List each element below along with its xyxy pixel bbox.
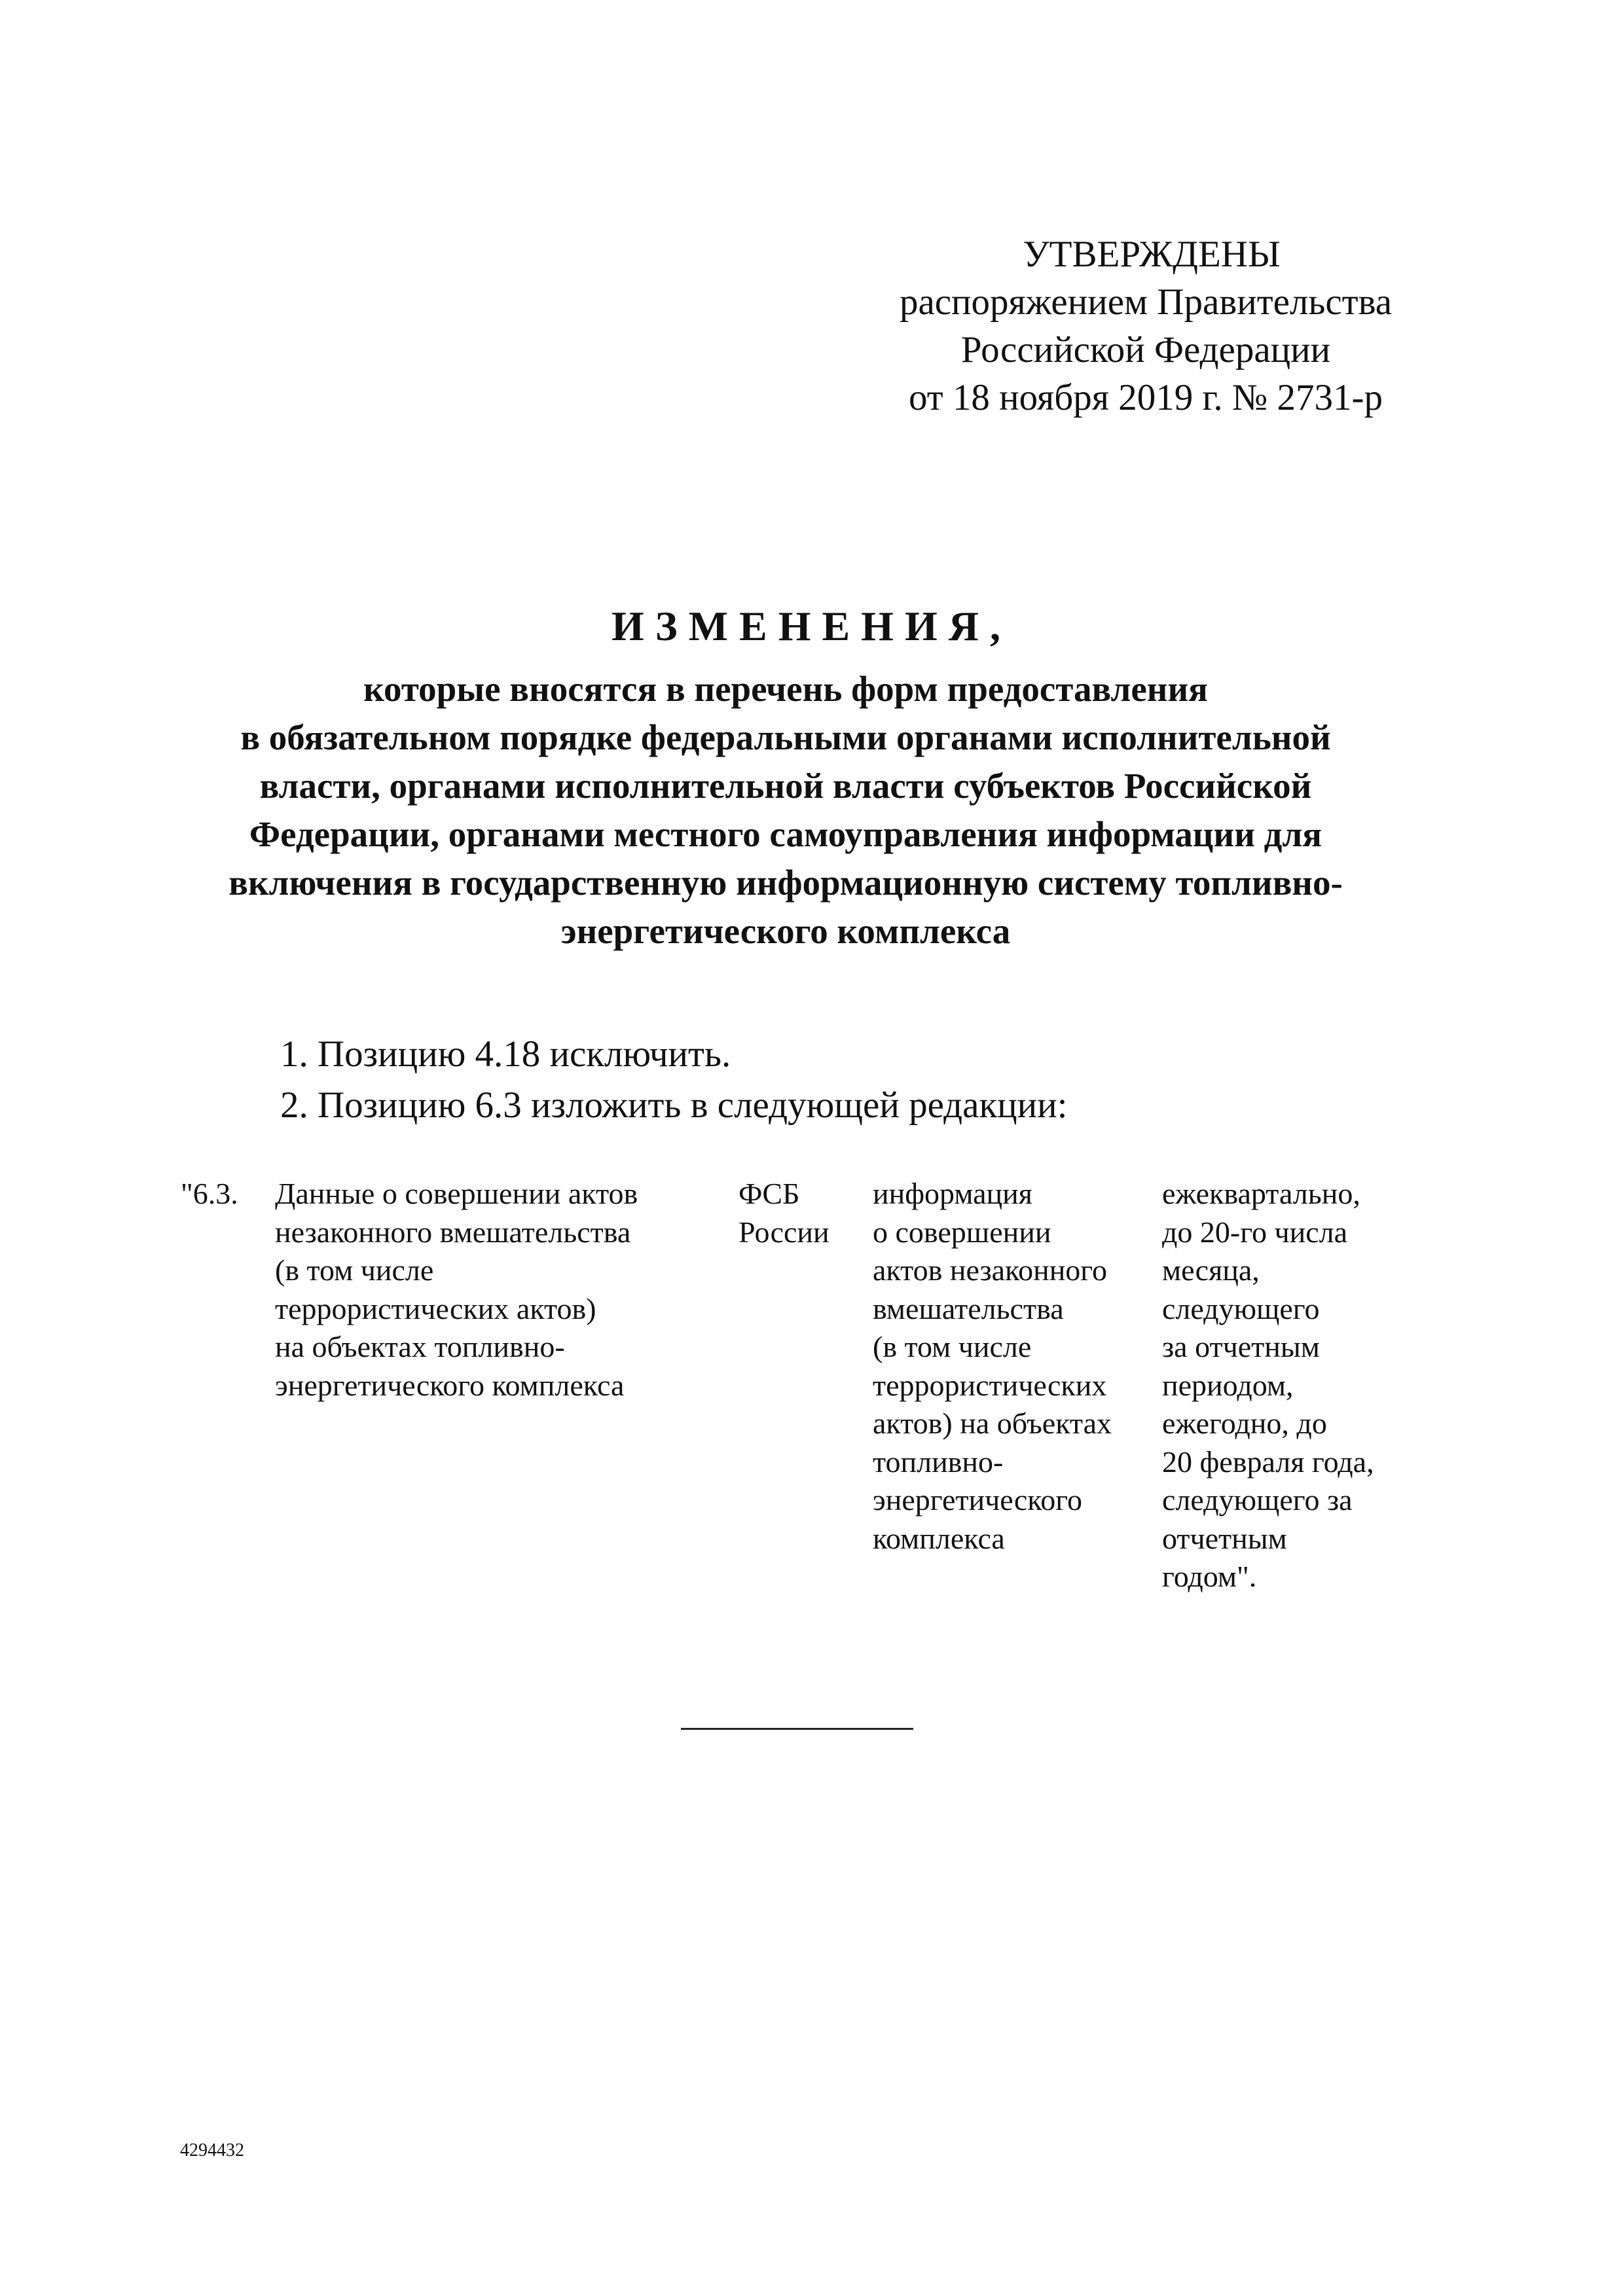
amendment-list: [280, 1029, 1067, 1131]
document-number: 4294432: [180, 2140, 244, 2161]
submission-periodicity: ежеквартально, до 20-го числа месяца, следующего за отчетным периодом, ежегодно, до 20 февраля года, следующего за отчетным годом".: [1162, 1177, 1374, 1593]
document-subtitle: [151, 665, 1421, 956]
document-title: ИЗМЕНЕНИЯ,: [611, 603, 1012, 649]
responsible-organization: ФСБ России: [739, 1177, 830, 1249]
approval-date-number: от 18 ноября 2019 г. № 2731-р: [908, 377, 1383, 418]
subtitle-line: включения в государственную информационную систему топливно-: [228, 863, 1343, 903]
subtitle-line: энергетического комплекса: [560, 911, 1011, 951]
information-description: информация о совершении актов незаконного вмешательства (в том числе террористических актов) на объектах топливно- энергетического комплекса: [873, 1177, 1112, 1555]
end-divider: [681, 1728, 913, 1730]
subtitle-line: власти, органами исполнительной власти субъектов Российской: [259, 766, 1312, 806]
approval-line: Российской Федерации: [960, 329, 1331, 370]
subtitle-line: в обязательном порядке федеральными органами исполнительной: [240, 717, 1331, 757]
position-name: Данные о совершении актов незаконного вмешательства (в том числе террористических актов) на объектах топливно- энергетического комплекса: [275, 1177, 638, 1402]
subtitle-line: Федерации, органами местного самоуправления информации для: [249, 814, 1322, 854]
subtitle-line: которые вносятся в перечень форм предоставления: [363, 669, 1208, 709]
amendment-item: 1. Позицию 4.18 исключить.: [280, 1033, 731, 1075]
approval-line: распоряжением Правительства: [899, 281, 1393, 323]
position-number: "6.3.: [181, 1177, 238, 1210]
approval-heading: УТВЕРЖДЕНЫ: [1023, 234, 1281, 275]
approval-block: [851, 230, 1440, 422]
amendment-item: 2. Позицию 6.3 изложить в следующей редакции:: [280, 1085, 1068, 1126]
